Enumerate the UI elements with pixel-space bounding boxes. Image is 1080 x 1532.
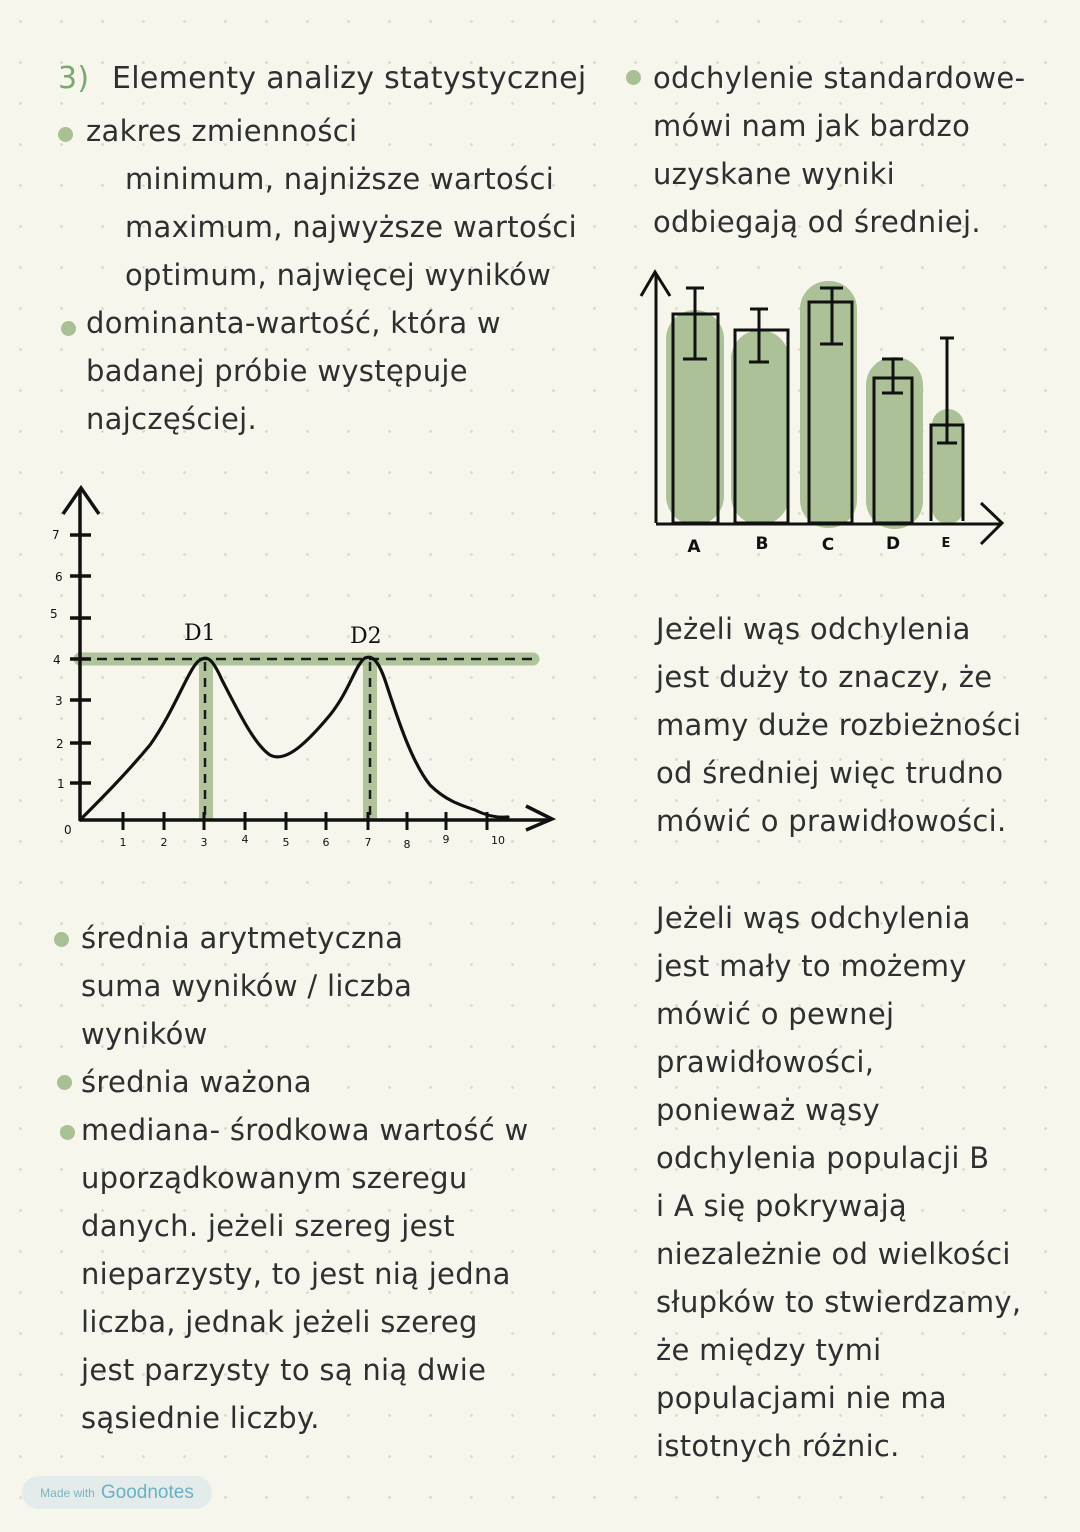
paragraph-line: populacjami nie ma: [656, 1381, 947, 1415]
srednia-wazona-label: średnia ważona: [81, 1065, 312, 1099]
dominanta-line: dominanta-wartość, która w: [86, 306, 501, 340]
paragraph-line: jest duży to znaczy, że: [656, 660, 993, 694]
y-tick-label: 1: [57, 777, 65, 791]
mediana-line: uporządkowanym szeregu: [81, 1161, 468, 1195]
paragraph-line: Jeżeli wąs odchylenia: [656, 901, 971, 935]
zakres-item: maximum, najwyższe wartości: [125, 210, 577, 244]
x-tick-label: 3: [200, 836, 208, 849]
paragraph-line: Jeżeli wąs odchylenia: [656, 612, 971, 646]
paragraph-line: i A się pokrywają: [656, 1189, 908, 1223]
srednia-line: suma wyników / liczba: [81, 969, 413, 1003]
y-tick-label: 5: [50, 607, 58, 621]
srednia-line: średnia arytmetyczna: [81, 921, 404, 955]
y-tick-label: 3: [55, 694, 63, 708]
dominanta-line: najczęściej.: [86, 402, 258, 436]
peak-label-d1: D1: [184, 621, 216, 646]
paragraph-line: że między tymi: [656, 1333, 882, 1367]
mediana-line: danych. jeżeli szereg jest: [81, 1209, 455, 1243]
dominanta-line: badanej próbie występuje: [86, 354, 468, 388]
x-tick-label: 9: [442, 833, 450, 846]
paragraph-line: mówić o pewnej: [656, 997, 895, 1031]
category-label: C: [821, 535, 835, 555]
odchylenie-line: odchylenie standardowe-: [653, 61, 1026, 95]
x-tick-label: 2: [160, 836, 168, 849]
origin-label: 0: [64, 823, 72, 837]
category-label: E: [941, 536, 951, 551]
x-tick-label: 4: [241, 833, 249, 846]
paragraph-line: mówić o prawidłowości.: [656, 804, 1007, 838]
paragraph-line: odchylenia populacji B: [656, 1141, 990, 1175]
paragraph-line: mamy duże rozbieżności: [656, 708, 1022, 742]
paragraph-line: prawidłowości,: [656, 1045, 875, 1079]
section-title: Elementy analizy statystycznej: [112, 61, 587, 96]
odchylenie-line: mówi nam jak bardzo: [653, 109, 971, 143]
mediana-line: liczba, jednak jeżeli szereg: [81, 1305, 478, 1339]
bullet-icon: [54, 932, 69, 947]
x-tick-label: 8: [403, 838, 411, 851]
bullet-icon: [60, 1125, 75, 1140]
zakres-item: optimum, najwięcej wyników: [125, 258, 552, 292]
mediana-line: sąsiednie liczby.: [81, 1401, 320, 1435]
bullet-icon: [57, 1075, 72, 1090]
paragraph-line: słupków to stwierdzamy,: [656, 1285, 1022, 1319]
error-bar-chart: [0, 0, 1080, 600]
paragraph-line: jest mały to możemy: [656, 949, 967, 983]
zakres-label: zakres zmienności: [86, 114, 358, 148]
y-tick-label: 6: [55, 570, 63, 584]
mediana-line: mediana- środkowa wartość w: [81, 1113, 529, 1147]
paragraph-line: ponieważ wąsy: [656, 1093, 881, 1127]
x-tick-label: 10: [491, 834, 505, 847]
paragraph-line: niezależnie od wielkości: [656, 1237, 1011, 1271]
zakres-item: minimum, najniższe wartości: [125, 162, 555, 196]
made-with-goodnotes-badge[interactable]: [22, 1476, 212, 1509]
goodnotes-logo-text: Goodnotes: [100, 1481, 194, 1503]
section-number: 3): [58, 61, 90, 96]
category-label: D: [885, 534, 901, 554]
odchylenie-line: odbiegają od średniej.: [653, 205, 981, 239]
paragraph-line: od średniej więc trudno: [656, 756, 1004, 790]
x-tick-label: 7: [364, 836, 372, 849]
x-tick-label: 1: [119, 836, 127, 849]
x-tick-label: 5: [282, 836, 290, 849]
category-label: B: [755, 534, 769, 554]
category-label: A: [687, 537, 701, 557]
odchylenie-line: uzyskane wyniki: [653, 157, 896, 191]
mediana-line: jest parzysty to są nią dwie: [81, 1353, 487, 1387]
x-tick-label: 6: [322, 836, 330, 849]
y-tick-label: 2: [56, 737, 64, 751]
peak-label-d2: D2: [350, 624, 382, 649]
mediana-line: nieparzysty, to jest nią jedna: [81, 1257, 511, 1291]
paragraph-line: istotnych różnic.: [656, 1429, 900, 1463]
srednia-line: wyników: [81, 1017, 208, 1051]
made-with-label: Made with: [40, 1485, 95, 1500]
y-tick-label: 7: [52, 528, 60, 542]
y-tick-label: 4: [53, 653, 61, 667]
